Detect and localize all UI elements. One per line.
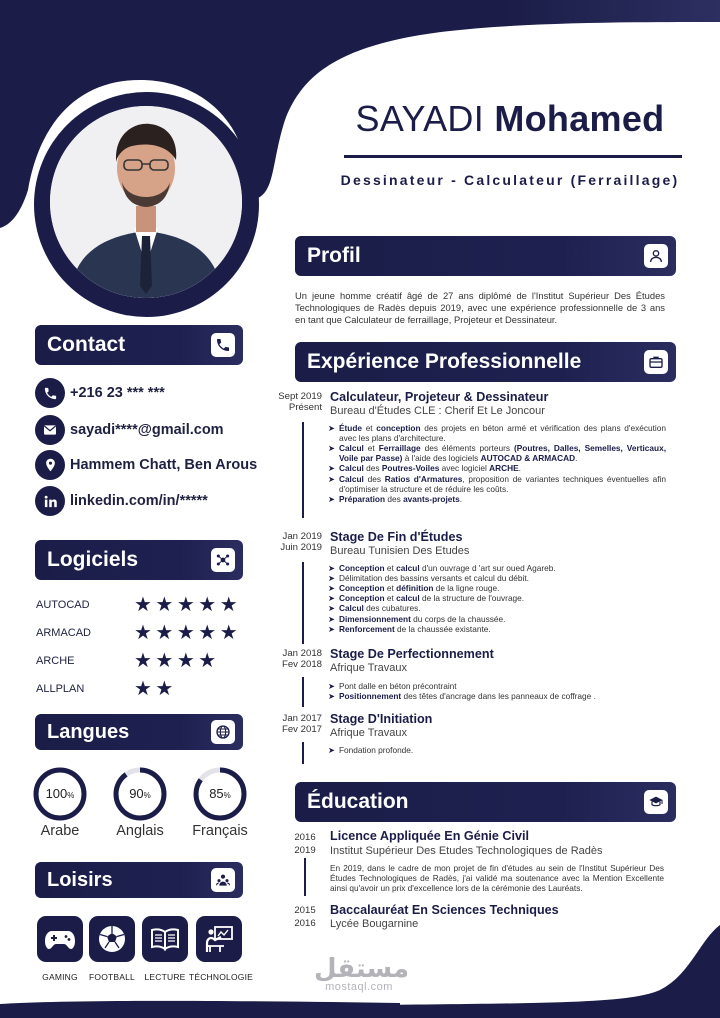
arrow-icon: ➤ <box>328 691 335 702</box>
bullet-bold: avants-projets <box>403 493 460 504</box>
experience-date-end: Présent <box>288 402 322 414</box>
contact-email-row[interactable] <box>35 415 224 445</box>
experience-date <box>264 391 322 413</box>
experience-date <box>264 713 322 735</box>
profile-section-header <box>295 236 676 276</box>
education-date <box>290 832 320 858</box>
bullet-text <box>339 463 521 473</box>
bullet-bold: Conception <box>338 583 385 594</box>
experience-heading: Expérience Professionnelle <box>307 350 582 373</box>
experience-date-end: Juin 2019 <box>280 542 322 554</box>
linkedin-circle <box>35 486 65 516</box>
graduation-icon <box>648 794 664 810</box>
language-item <box>32 766 88 827</box>
first-name: Mohamed <box>494 98 665 139</box>
experience-timeline-line <box>302 562 304 644</box>
profile-heading: Profil <box>307 244 361 267</box>
education-year-start: 2015 <box>294 905 316 916</box>
arrow-icon: ➤ <box>328 463 335 474</box>
experience-company: Bureau Tunisien Des Etudes <box>330 545 470 557</box>
bullet-bold: calcul <box>396 593 420 604</box>
hobbies-section-header <box>35 862 243 898</box>
bullet-bold: Dimensionnement <box>338 613 411 624</box>
bullet-text <box>339 494 462 504</box>
hobby-reading <box>142 916 188 962</box>
experience-company: Bureau d'Études CLE : Cherif Et Le Joncour <box>330 405 545 417</box>
contact-section-header <box>35 325 243 365</box>
bullet-text <box>339 593 524 603</box>
hobby-gaming <box>37 916 83 962</box>
last-name: SAYADI <box>355 98 485 139</box>
bullet-bold: Ratios d'Armatures <box>384 473 463 484</box>
experience-bullets <box>328 563 666 634</box>
experience-title: Stage D'Initiation <box>330 712 433 726</box>
bullet-text <box>339 563 556 573</box>
gamepad-icon <box>44 927 76 951</box>
rating-stars: ★★★★ <box>134 650 220 672</box>
education-heading: Éducation <box>307 790 409 813</box>
bullet-normal: . <box>459 493 463 504</box>
profile-badge <box>644 244 668 268</box>
bullet-normal: , proposition de variantes techniques éventuelles afin d'optimiser la structure et de réduire les coûts. <box>338 473 666 494</box>
experience-date-start: Jan 2019 <box>282 531 322 542</box>
experience-section-header <box>295 342 676 382</box>
profile-text: Un jeune homme créatif âgé de 27 ans diplômé de l'Institut Supérieur Des Études Technologiques de Radès depuis 2019, avec une expérience professionnelle de 3 ans en tant que Calculateur de ferraillage, Projeteur et Dessinateur. <box>295 290 665 325</box>
software-name: ARCHE <box>36 655 75 667</box>
education-description: En 2019, dans le cadre de mon projet de fin d'études au sein de l'Institut Supérieur Des Études Technologiques de Radès, j'ai validé ma soutenance avec la Mention Excellente ainsi qu'avoir un prix d'excellence lors de la cérémonie des Lauréats. <box>330 863 664 894</box>
software-name: ARMACAD <box>36 627 92 639</box>
bullet-text <box>339 681 457 691</box>
languages-badge <box>211 720 235 744</box>
hobby-label: TÉCHNOLOGIE <box>188 972 254 982</box>
experience-bullets <box>328 745 666 755</box>
experience-bullet <box>328 443 666 463</box>
education-year-start: 2016 <box>294 832 316 843</box>
experience-bullets <box>328 681 666 701</box>
user-icon <box>648 248 664 264</box>
education-title: Baccalauréat En Sciences Techniques <box>330 903 559 917</box>
experience-timeline-line <box>302 742 304 764</box>
people-icon <box>215 872 231 888</box>
experience-bullet <box>328 603 666 613</box>
experience-bullet <box>328 583 666 593</box>
bullet-text <box>339 573 529 583</box>
software-row <box>36 591 246 619</box>
software-section-header <box>35 540 243 580</box>
arrow-icon: ➤ <box>328 473 335 484</box>
education-institution: Institut Supérieur Des Etudes Technologiques de Radès <box>330 845 603 857</box>
languages-section-header <box>35 714 243 750</box>
phone-icon <box>43 386 58 401</box>
rating-stars: ★★ <box>134 678 177 700</box>
experience-bullets <box>328 423 666 504</box>
watermark-latin: mostaql.com <box>325 981 393 993</box>
experience-bullet <box>328 593 666 603</box>
bullet-normal: . <box>575 453 578 464</box>
experience-date-end: Fev 2017 <box>281 724 322 736</box>
bullet-bold: Calcul <box>338 443 364 454</box>
bullet-text <box>339 423 666 443</box>
bullet-normal: et <box>384 593 397 604</box>
experience-bullet <box>328 614 666 624</box>
name-divider <box>344 155 682 158</box>
contact-heading: Contact <box>47 333 126 356</box>
language-name: Anglais <box>116 823 164 839</box>
contact-linkedin: linkedin.com/in/***** <box>70 493 208 509</box>
bullet-normal: et <box>384 583 397 594</box>
bullet-text <box>339 474 666 494</box>
bullet-text <box>339 583 499 593</box>
education-institution: Lycée Bougarnine <box>330 918 419 930</box>
experience-bullet <box>328 624 666 634</box>
bullet-normal: des têtes d'ancrage dans les panneaux de coffrage . <box>401 691 596 702</box>
bullet-normal: des cubatures. <box>363 603 421 614</box>
experience-date <box>264 531 322 553</box>
contact-phone: +216 23 *** *** <box>70 385 165 401</box>
experience-bullet <box>328 563 666 573</box>
language-name: Français <box>192 823 248 839</box>
experience-date-start: Jan 2018 <box>282 648 322 659</box>
book-icon <box>150 927 180 951</box>
bullet-text <box>339 745 413 755</box>
bullet-bold: AUTOCAD & ARMACAD <box>480 453 576 464</box>
hobbies-heading: Loisirs <box>47 868 113 891</box>
experience-title: Calculateur, Projeteur & Dessinateur <box>330 390 549 404</box>
bullet-normal: avec logiciel <box>439 463 490 474</box>
arrow-icon: ➤ <box>328 573 335 584</box>
bullet-normal: à l'aide des logiciels <box>402 453 481 464</box>
arrow-icon: ➤ <box>328 443 335 454</box>
percent-value: 100 <box>45 786 68 801</box>
experience-date-end: Fev 2018 <box>281 659 322 671</box>
bullet-normal: et <box>363 443 379 454</box>
bullet-bold: Préparation <box>338 493 386 504</box>
briefcase-icon <box>648 354 664 370</box>
profile-photo <box>50 106 242 298</box>
experience-timeline-line <box>302 677 304 707</box>
experience-bullet <box>328 681 666 691</box>
watermark <box>314 953 410 993</box>
linkedin-icon <box>43 494 58 509</box>
software-name: AUTOCAD <box>36 599 90 611</box>
phone-circle <box>35 378 65 408</box>
bullet-normal: de la structure de l'ouvrage. <box>419 593 525 604</box>
bullet-normal: des <box>363 473 385 484</box>
rating-stars: ★★★★★ <box>134 594 242 616</box>
bullet-bold: Renforcement <box>338 623 395 634</box>
experience-company: Afrique Travaux <box>330 727 408 739</box>
language-percent <box>112 786 168 801</box>
arrow-icon: ➤ <box>328 613 335 624</box>
language-name: Arabe <box>40 823 80 839</box>
bullet-text <box>339 691 596 701</box>
experience-title: Stage De Fin d'Études <box>330 530 463 544</box>
software-heading: Logiciels <box>47 548 139 571</box>
bullet-normal: d'un ouvrage d 'art sur oued Agareb. <box>419 563 556 573</box>
bullet-bold: définition <box>396 583 434 594</box>
percent-value: 90 <box>129 786 144 801</box>
hobby-technology <box>196 916 242 962</box>
watermark-arabic: مستقل <box>314 953 410 983</box>
email-icon <box>42 422 58 438</box>
contact-address: Hammem Chatt, Ben Arous <box>70 457 258 473</box>
hobby-label: LECTURE <box>144 972 186 982</box>
bullet-normal: des projets en béton armé et vérification des plans d'exécution avec les plans d'architecture. <box>338 423 667 444</box>
experience-bullet <box>328 745 666 755</box>
percent-unit: % <box>223 791 231 800</box>
football-icon <box>97 924 127 954</box>
bullet-text <box>339 443 666 463</box>
arrow-icon: ➤ <box>328 603 335 614</box>
languages-list <box>20 766 260 846</box>
percent-value: 85 <box>209 786 224 801</box>
experience-bullet <box>328 494 666 504</box>
experience-bullet <box>328 474 666 494</box>
bullet-normal: . <box>518 463 521 474</box>
bullet-bold: Étude <box>338 423 363 433</box>
contact-address-row <box>35 450 257 480</box>
bullet-normal: du corps de la chaussée. <box>410 613 506 624</box>
education-timeline-line <box>304 858 306 896</box>
hobbies-list <box>20 916 270 986</box>
hobby-label: GAMING <box>42 972 78 982</box>
language-item <box>192 766 248 827</box>
experience-bullet <box>328 463 666 473</box>
contact-linkedin-row[interactable] <box>35 486 208 516</box>
arrow-icon: ➤ <box>328 623 335 634</box>
bullet-text <box>339 603 421 613</box>
bullet-bold: Ferraillage <box>378 443 421 454</box>
experience-date-start: Sept 2019 <box>278 391 322 402</box>
arrow-icon: ➤ <box>328 563 335 573</box>
education-year-end: 2019 <box>294 844 316 856</box>
arrow-icon: ➤ <box>328 681 335 691</box>
bullet-normal: de la chaussée existante. <box>394 623 491 634</box>
bullet-normal: des éléments porteurs <box>420 443 514 454</box>
bullet-bold: Calcul <box>338 463 364 474</box>
rating-stars: ★★★★★ <box>134 622 242 644</box>
hobbies-badge <box>211 868 235 892</box>
network-icon <box>215 552 231 568</box>
experience-company: Afrique Travaux <box>330 662 408 674</box>
education-year-end: 2016 <box>294 917 316 929</box>
bullet-bold: Positionnement <box>338 691 402 702</box>
bullet-bold: Poutres-Voiles <box>381 463 440 474</box>
experience-bullet <box>328 423 666 443</box>
arrow-icon: ➤ <box>328 423 335 433</box>
bullet-bold: Conception <box>338 563 385 573</box>
location-circle <box>35 450 65 480</box>
bullet-normal: Pont dalle en béton précontraint <box>338 681 457 691</box>
education-title: Licence Appliquée En Génie Civil <box>330 829 529 843</box>
education-section-header <box>295 782 676 822</box>
education-badge <box>644 790 668 814</box>
bullet-text <box>339 614 505 624</box>
contact-phone-row <box>35 378 165 408</box>
person-icon <box>50 106 242 298</box>
bullet-bold: Conception <box>338 593 385 604</box>
software-badge <box>211 548 235 572</box>
bullet-bold: ARCHE <box>489 463 519 474</box>
percent-unit: % <box>143 791 151 800</box>
software-list <box>36 591 246 703</box>
software-row <box>36 675 246 703</box>
bullet-normal: et <box>384 563 397 573</box>
bullet-bold: (Poutres, Dalles, Semelles, Verticaux, Voile par Passe) <box>338 443 667 464</box>
experience-badge <box>644 350 668 374</box>
language-percent <box>192 786 248 801</box>
bullet-bold: calcul <box>396 563 420 573</box>
location-pin-icon <box>43 457 58 473</box>
education-date <box>290 905 320 931</box>
bullet-text <box>339 624 491 634</box>
arrow-icon: ➤ <box>328 745 335 755</box>
experience-bullet <box>328 691 666 701</box>
bullet-bold: conception <box>376 423 421 433</box>
job-title: Dessinateur - Calculateur (Ferraillage) <box>340 172 680 188</box>
experience-date-start: Jan 2017 <box>282 713 322 724</box>
language-percent <box>32 786 88 801</box>
languages-heading: Langues <box>47 720 130 743</box>
bullet-bold: Calcul <box>338 603 364 614</box>
software-name: ALLPLAN <box>36 683 85 695</box>
phone-badge <box>211 333 235 357</box>
arrow-icon: ➤ <box>328 593 335 604</box>
full-name <box>300 98 720 140</box>
technology-icon <box>204 924 234 954</box>
experience-title: Stage De Perfectionnement <box>330 647 494 661</box>
experience-bullet <box>328 573 666 583</box>
percent-unit: % <box>67 791 75 800</box>
bullet-normal: des <box>363 463 382 474</box>
hobby-label: FOOTBALL <box>88 972 135 982</box>
arrow-icon: ➤ <box>328 583 335 594</box>
email-circle <box>35 415 65 445</box>
phone-icon <box>215 337 231 353</box>
bullet-normal: de la ligne rouge. <box>433 583 500 594</box>
software-row <box>36 647 246 675</box>
experience-timeline-line <box>302 422 304 518</box>
software-row <box>36 619 246 647</box>
bullet-bold: Calcul <box>338 473 364 484</box>
arrow-icon: ➤ <box>328 493 335 504</box>
contact-email: sayadi****@gmail.com <box>70 422 224 438</box>
language-item <box>112 766 168 827</box>
bullet-normal: Délimitation des bassins versants et calcul du débit. <box>338 573 529 584</box>
experience-date <box>264 648 322 670</box>
bullet-normal: des <box>385 493 404 504</box>
hobby-football <box>89 916 135 962</box>
globe-icon <box>215 724 231 740</box>
bullet-normal: et <box>362 423 377 433</box>
bullet-normal: Fondation profonde. <box>338 745 414 755</box>
